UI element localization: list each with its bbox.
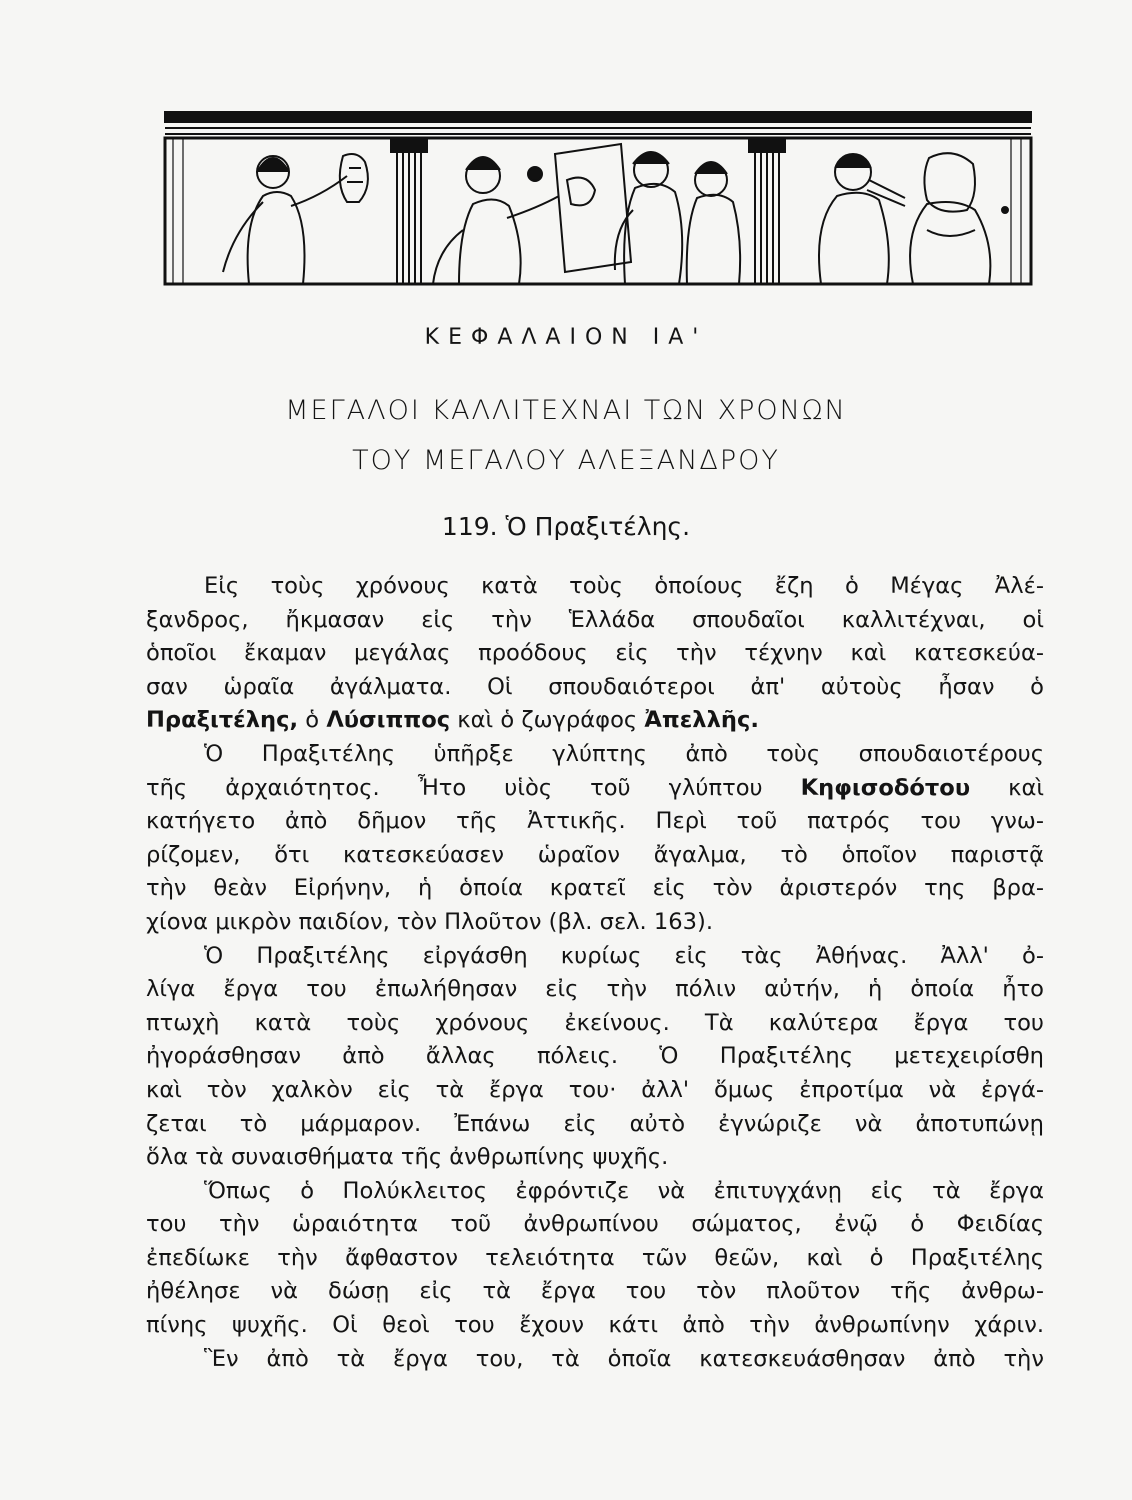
text-line: καὶ τὸν χαλκὸν εἰς τὰ ἔργα του· ἀλλ' ὅμως ἐπροτίμα νὰ ἐργά- — [146, 1076, 1044, 1103]
text-line: ἠθέλησε νὰ δώσῃ εἰς τὰ ἔργα του τὸν πλοῦτον τῆς ἀνθρω- — [146, 1278, 1044, 1305]
text-line: ἠγοράσθησαν ἀπὸ ἄλλας πόλεις. Ὁ Πραξιτέλης μετεχειρίσθη — [146, 1043, 1044, 1070]
text-line: ὅλα τὰ συναισθήματα τῆς ἀνθρωπίνης ψυχῆς. — [146, 1144, 669, 1171]
text-line: χίονα μικρὸν παιδίον, τὸν Πλοῦτον (βλ. σελ. 163). — [146, 908, 714, 935]
text-line: πίνης ψυχῆς. Οἱ θεοὶ του ἔχουν κάτι ἀπὸ τὴν ἀνθρωπίνην χάριν. — [146, 1312, 1044, 1339]
text-span: καὶ — [970, 774, 1044, 801]
text-line: σαν ὡραῖα ἀγάλματα. Οἱ σπουδαιότεροι ἀπ' αὐτοὺς ἦσαν ὁ — [146, 673, 1044, 700]
body-text — [146, 570, 1044, 1376]
bold-name-praxiteles: Πραξιτέλης, — [146, 707, 299, 734]
text-span: τῆς ἀρχαιότητος. Ἦτο υἱὸς τοῦ γλύπτου — [146, 774, 801, 801]
bold-name-apelles: Ἀπελλῆς. — [644, 707, 759, 734]
text-line: του τὴν ὡραιότητα τοῦ ἀνθρωπίνου σώματος, ἐνῷ ὁ Φειδίας — [146, 1211, 1044, 1238]
text-line — [146, 772, 1044, 806]
text-span: καὶ ὁ ζωγράφος — [450, 707, 645, 734]
chapter-heading: ΚΕΦΑΛΑΙΟΝ ΙΑ' — [424, 325, 708, 350]
text-line: Ὁ Πραξιτέλης ὑπῆρξε γλύπτης ἀπὸ τοὺς σπουδαιοτέρους — [204, 740, 1044, 767]
text-line: Ἓν ἀπὸ τὰ ἔργα του, τὰ ὁποῖα κατεσκευάσθησαν ἀπὸ τὴν — [204, 1345, 1044, 1372]
text-line: κατήγετο ἀπὸ δῆμον τῆς Ἀττικῆς. Περὶ τοῦ πατρός του γνω- — [146, 808, 1044, 835]
text-line: τὴν θεὰν Εἰρήνην, ἡ ὁποία κρατεῖ εἰς τὸν ἀριστερόν της βρα- — [146, 875, 1044, 902]
text-line: Εἰς τοὺς χρόνους κατὰ τοὺς ὁποίους ἔζη ὁ Μέγας Ἀλέ- — [204, 573, 1044, 599]
text-line — [146, 704, 1044, 738]
text-line: λίγα ἔργα του ἐπωλήθησαν εἰς τὴν πόλιν αὐτήν, ἡ ὁποία ἦτο — [146, 976, 1044, 1003]
text-line: ὁποῖοι ἔκαμαν μεγάλας προόδους εἰς τὴν τέχνην καὶ κατεσκεύα- — [146, 640, 1044, 667]
bold-name-lysippos: Λύσιππος — [326, 707, 451, 734]
chapter-title-line-2: ΤΟΥ ΜΕΓΑΛΟΥ ΑΛΕΞΑΝΔΡΟΥ — [352, 445, 780, 476]
frieze-illustration — [163, 110, 1033, 288]
chapter-title-line-1: ΜΕΓΑΛΟΙ ΚΑΛΛΙΤΕΧΝΑΙ ΤΩΝ ΧΡΟΝΩΝ — [285, 395, 847, 426]
text-line: ζεται τὸ μάρμαρον. Ἐπάνω εἰς αὐτὸ ἐγνώριζε νὰ ἀποτυπώνῃ — [146, 1110, 1044, 1137]
text-line: ξανδρος, ἤκμασαν εἰς τὴν Ἑλλάδα σπουδαῖοι καλλιτέχναι, οἱ — [146, 606, 1044, 633]
text-line: πτωχὴ κατὰ τοὺς χρόνους ἐκείνους. Τὰ καλύτερα ἔργα του — [146, 1009, 1044, 1036]
text-line: ἐπεδίωκε τὴν ἄφθαστον τελειότητα τῶν θεῶν, καὶ ὁ Πραξιτέλης — [146, 1244, 1044, 1271]
bold-name-kephisodotos: Κηφισοδότου — [800, 774, 971, 801]
text-line: ρίζομεν, ὅτι κατεσκεύασεν ὡραῖον ἄγαλμα, τὸ ὁποῖον παριστᾷ — [146, 841, 1044, 868]
text-span: ὁ — [298, 707, 327, 734]
section-heading: 119. Ὁ Πραξιτέλης. — [441, 512, 691, 541]
text-line: Ὅπως ὁ Πολύκλειτος ἐφρόντιζε νὰ ἐπιτυγχάνῃ εἰς τὰ ἔργα — [204, 1177, 1044, 1204]
text-line: Ὁ Πραξιτέλης εἰργάσθη κυρίως εἰς τὰς Ἀθήνας. Ἀλλ' ὀ- — [204, 942, 1044, 969]
